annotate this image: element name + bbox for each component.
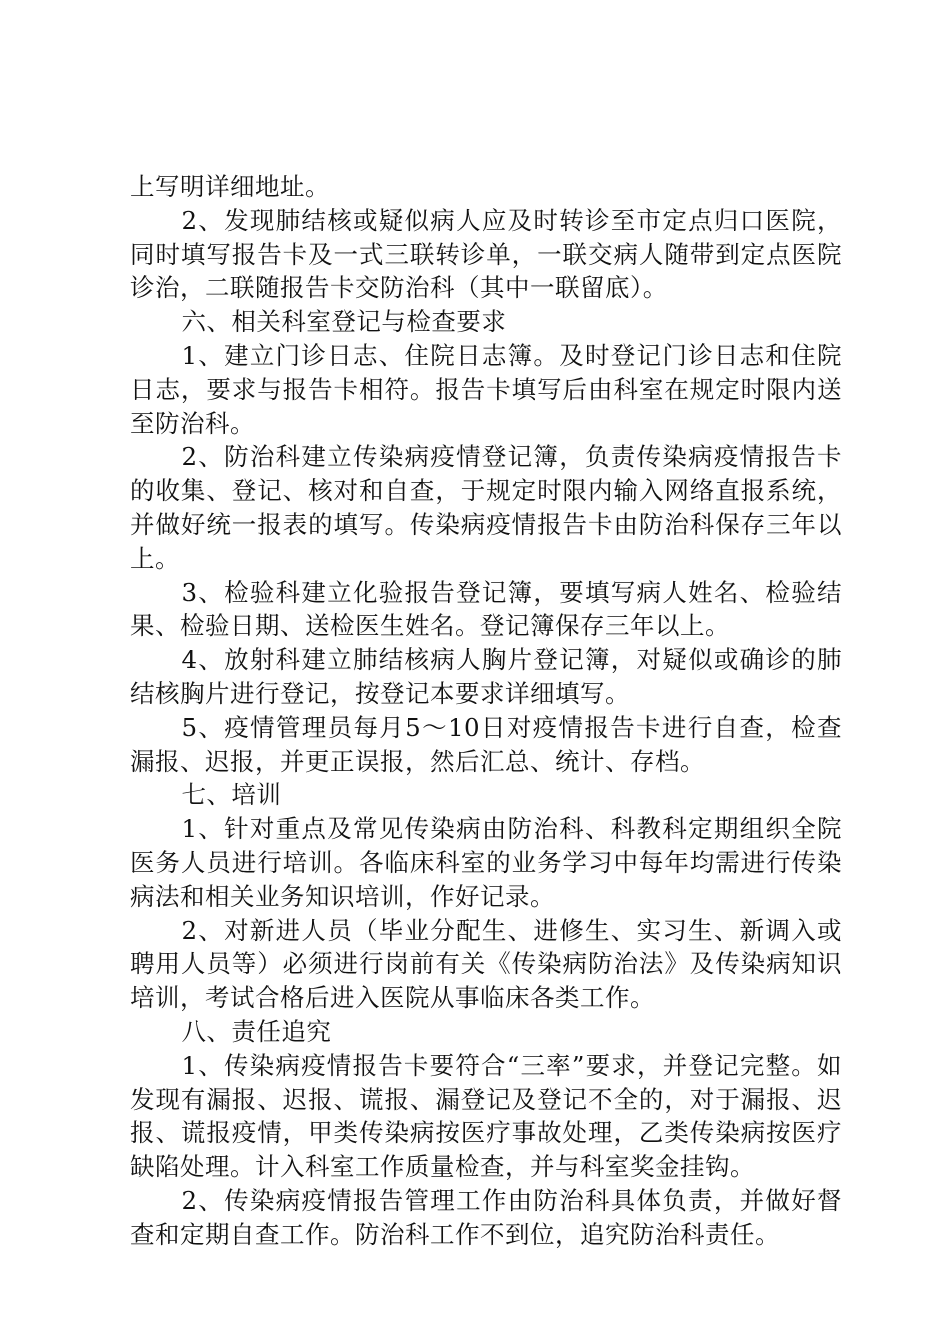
paragraph: 2、发现肺结核或疑似病人应及时转诊至市定点归口医院，同时填写报告卡及一式三联转诊单，一联交病人随带到定点医院诊治，二联随报告卡交防治科（其中一联留底）。 xyxy=(130,205,842,303)
paragraph: 上写明详细地址。 xyxy=(130,172,330,201)
section-heading: 六、相关科室登记与检查要求 xyxy=(181,307,507,337)
section-heading: 七、培训 xyxy=(181,780,282,810)
section-heading: 八、责任追究 xyxy=(181,1016,332,1046)
paragraph: 1、针对重点及常见传染病由防治科、科教科定期组织全院医务人员进行培训。各临床科室的业务学习中每年均需进行传染病法和相关业务知识培训，作好记录。 xyxy=(130,814,842,911)
paragraph: 1、传染病疫情报告卡要符合“三率”要求，并登记完整。如发现有漏报、迟报、谎报、漏登记及登记不全的，对于漏报、迟报、谎报疫情，甲类传染病按医疗事故处理，乙类传染病按医疗缺陷处理。计入科室工作质量检查，并与科室奖金挂钩。 xyxy=(130,1050,842,1182)
paragraph: 4、放射科建立肺结核病人胸片登记簿，对疑似或确诊的肺结核胸片进行登记，按登记本要求详细填写。 xyxy=(130,645,842,708)
paragraph: 2、传染病疫情报告管理工作由防治科具体负责，并做好督查和定期自查工作。防治科工作不到位，追究防治科责任。 xyxy=(130,1185,842,1249)
paragraph: 3、检验科建立化验报告登记簿，要填写病人姓名、检验结果、检验日期、送检医生姓名。登记簿保存三年以上。 xyxy=(130,577,842,641)
document-body xyxy=(130,170,842,1252)
paragraph: 2、防治科建立传染病疫情登记簿，负责传染病疫情报告卡的收集、登记、核对和自查，于规定时限内输入网络直报系统，并做好统一报表的填写。传染病疫情报告卡由防治科保存三年以上。 xyxy=(130,442,842,573)
paragraph: 1、建立门诊日志、住院日志簿。及时登记门诊日志和住院日志，要求与报告卡相符。报告卡填写后由科室在规定时限内送至防治科。 xyxy=(130,340,842,438)
paragraph: 2、对新进人员（毕业分配生、进修生、实习生、新调入或聘用人员等）必须进行岗前有关《传染病防治法》及传染病知识培训，考试合格后进入医院从事临床各类工作。 xyxy=(130,915,842,1013)
paragraph: 5、疫情管理员每月5～10日对疫情报告卡进行自查，检查漏报、迟报，并更正误报，然后汇总、统计、存档。 xyxy=(130,712,842,776)
